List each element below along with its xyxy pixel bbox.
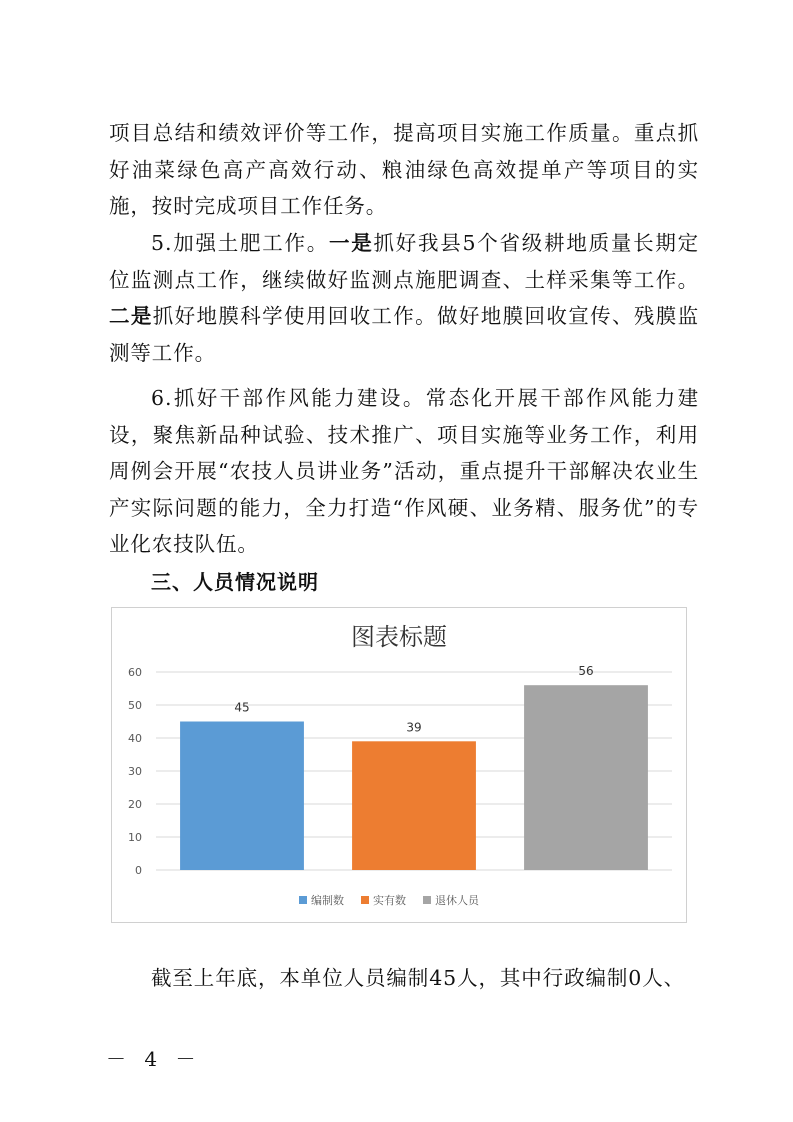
legend-swatch (423, 896, 431, 904)
bar-1 (180, 722, 304, 871)
legend-label: 编制数 (311, 894, 344, 907)
y-tick-label: 60 (128, 666, 142, 679)
chart-title: 图表标题 (351, 623, 447, 651)
legend-swatch (299, 896, 307, 904)
paragraph-project-summary: 项目总结和绩效评价等工作，提高项目实施工作质量。重点抓好油菜绿色高产高效行动、粮油绿色高效提单产等项目的实施，按时完成项目工作任务。 (109, 121, 699, 218)
paragraph-cadre-style: 6.抓好干部作风能力建设。常态化开展干部作风能力建设，聚焦新品种试验、技术推广、项目实施等业务工作，利用周例会开展“农技人员讲业务”活动，重点提升干部解决农业生产实际问题的能力，全力打造“作风硬、业务精、服务优”的专业化农技队伍。 (109, 386, 699, 556)
section-heading-personnel: 三、人员情况说明 (151, 570, 319, 594)
y-tick-label: 50 (128, 699, 142, 712)
y-tick-label: 20 (128, 798, 142, 811)
bar-2 (352, 741, 476, 870)
chart-canvas (112, 608, 686, 922)
y-tick-label: 10 (128, 831, 142, 844)
first-point-label: 一是 (328, 231, 374, 255)
soil-fertilizer-second: 抓好地膜科学使用回收工作。做好地膜回收宣传、残膜监测等工作。 (109, 304, 699, 365)
chart-legend (299, 893, 480, 907)
y-tick-label: 30 (128, 765, 142, 778)
personnel-chart (111, 607, 687, 923)
paragraph-staffing: 截至上年底，本单位人员编制45人，其中行政编制0人、 (151, 966, 686, 990)
legend-label: 实有数 (373, 894, 406, 907)
page-number: － 4 － (106, 1047, 202, 1071)
data-label: 56 (578, 664, 594, 679)
second-point-label: 二是 (109, 304, 153, 328)
soil-fertilizer-first: 抓好我县5个省级耕地质量长期定位监测点工作，继续做好监测点施肥调查、土样采集等工作。 (109, 231, 699, 292)
y-tick-label: 0 (135, 864, 142, 877)
chart-bars (180, 664, 648, 870)
soil-fertilizer-lead: 5.加强土肥工作。 (151, 231, 329, 255)
data-label: 39 (406, 720, 422, 735)
legend-swatch (361, 896, 369, 904)
y-tick-label: 40 (128, 732, 142, 745)
legend-label: 退休人员 (435, 894, 479, 907)
bar-3 (524, 685, 648, 870)
paragraph-soil-fertilizer (109, 225, 699, 371)
data-label: 45 (234, 700, 250, 715)
